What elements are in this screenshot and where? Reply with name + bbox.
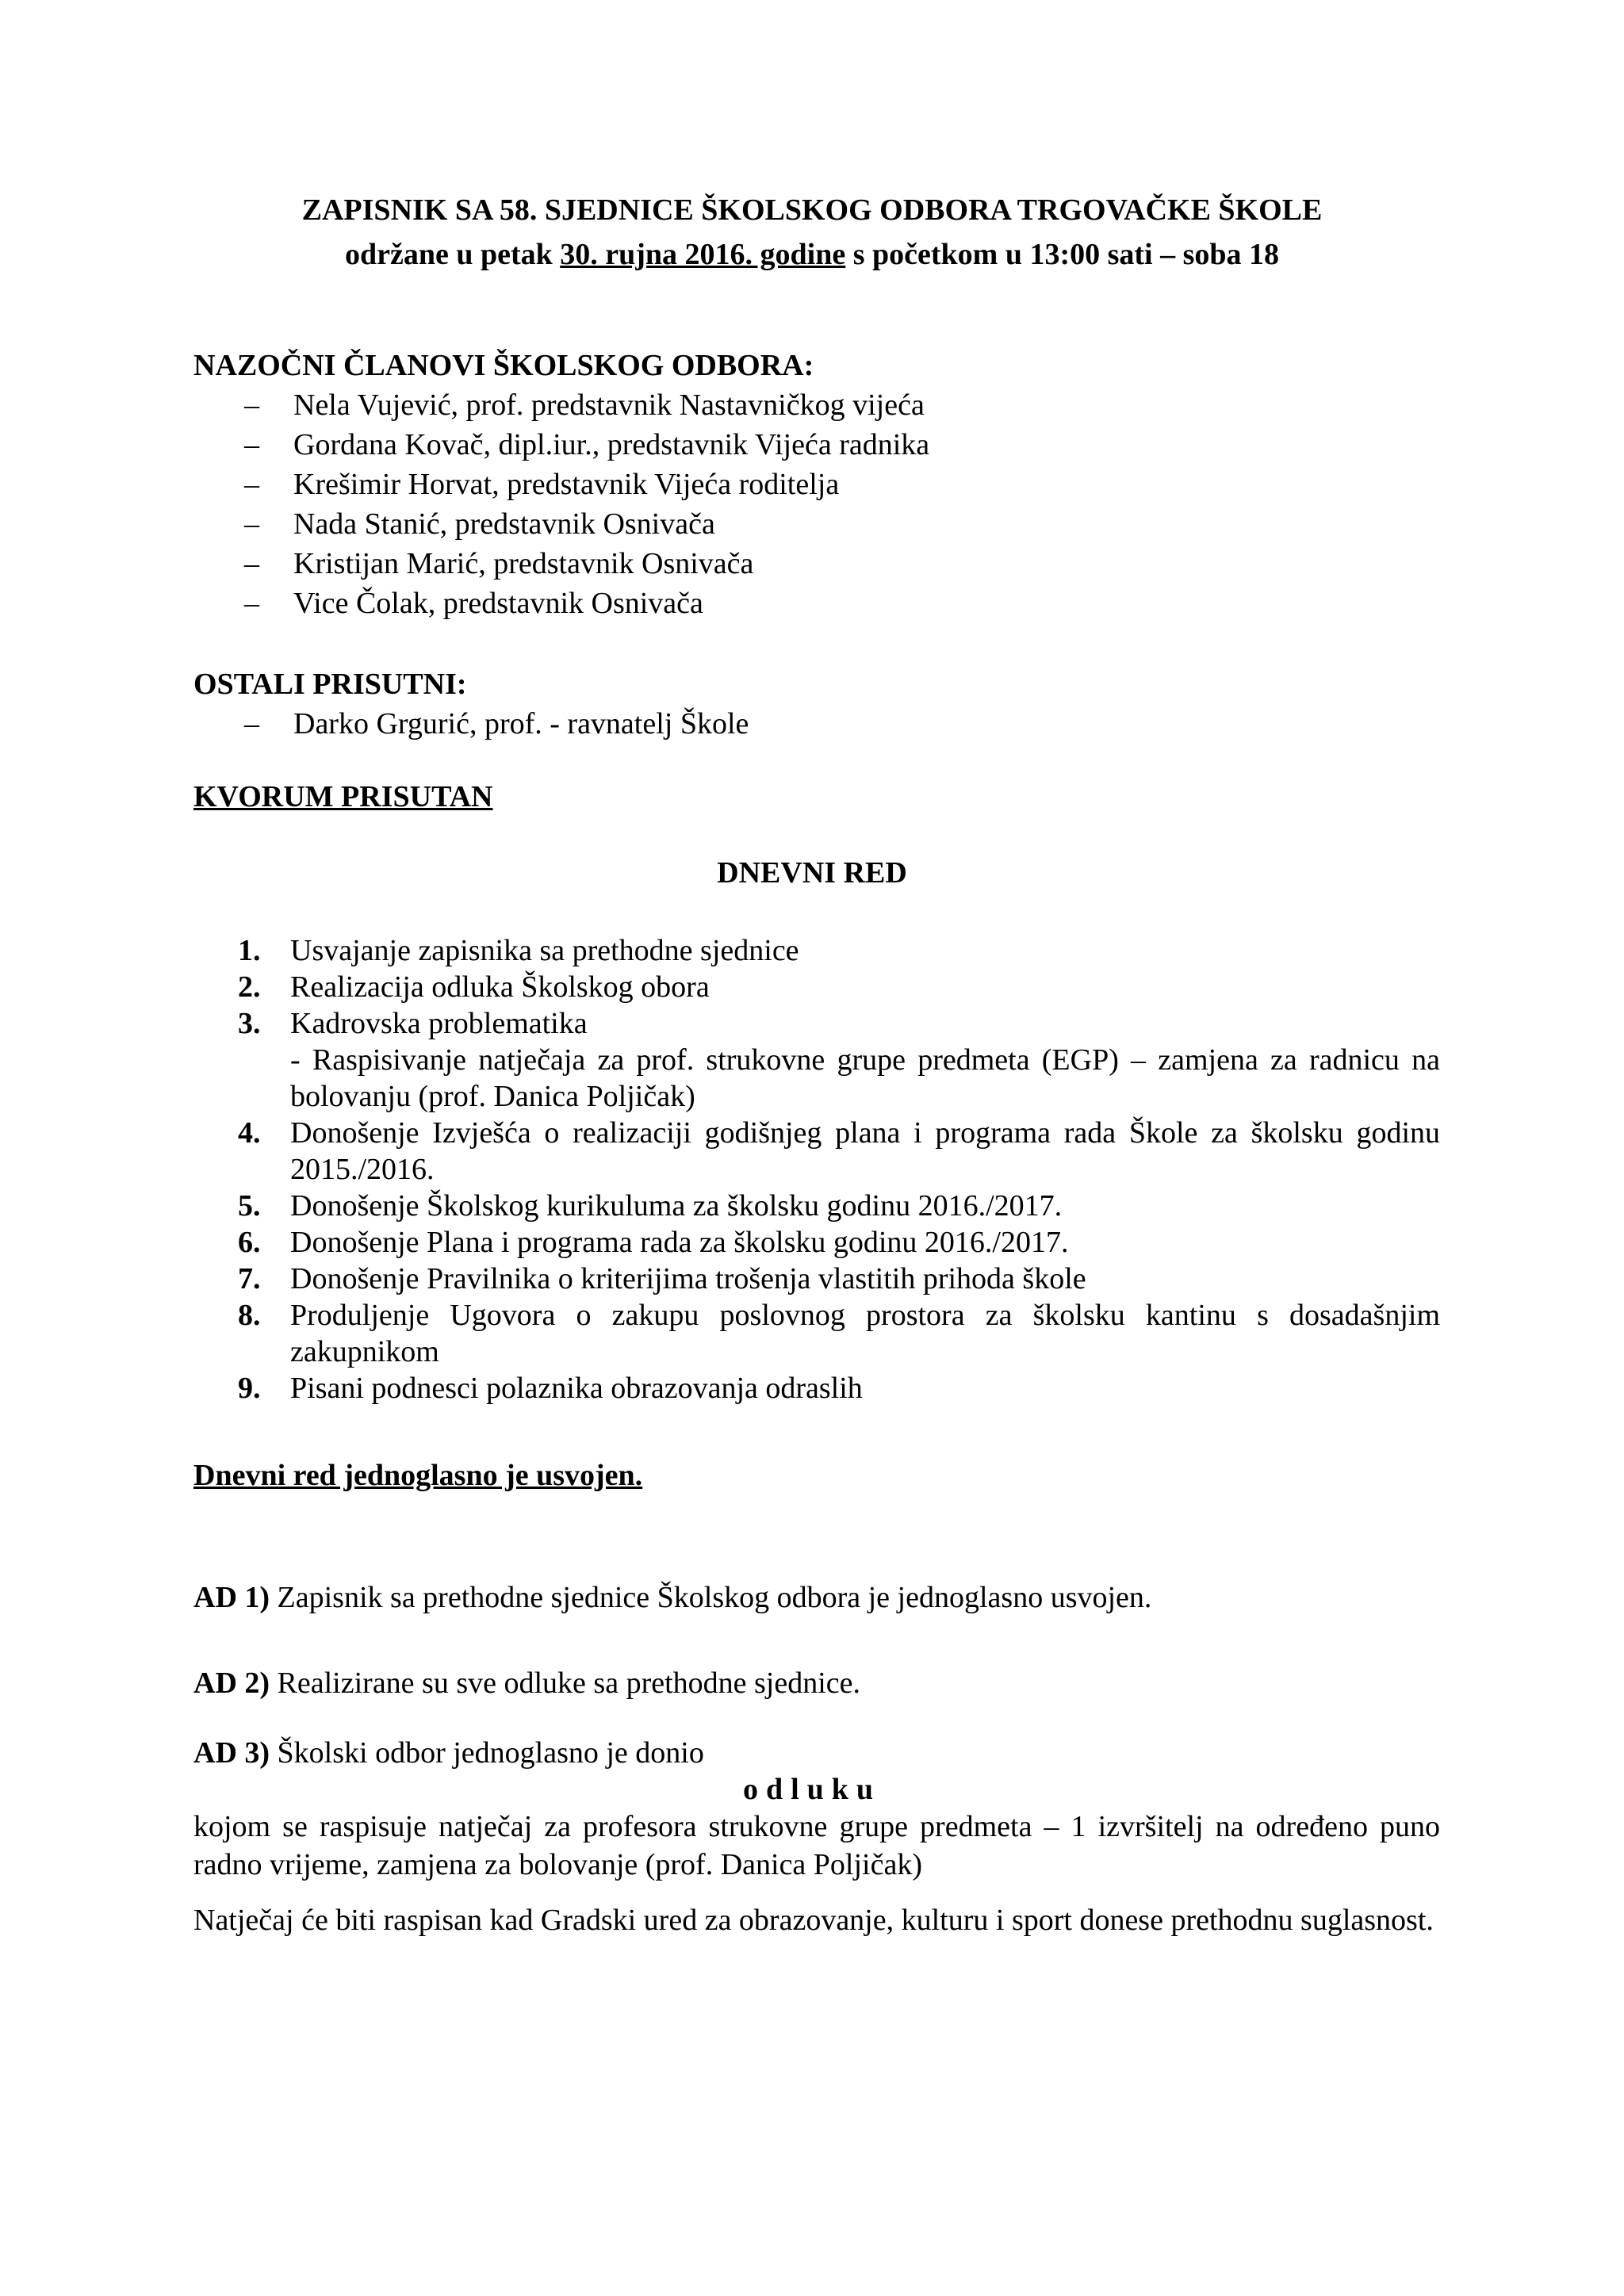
agenda-text: Pisani podnesci polaznika obrazovanja odraslih [290,1372,863,1405]
member-item [193,544,929,584]
agenda-number: 4. [238,1116,261,1150]
others-list [193,704,749,744]
decision-heading: odluku [742,1773,882,1806]
member-text: Vice Čolak, predstavnik Osnivača [293,587,703,620]
agenda-text: Donošenje Školskog kurikuluma za školsku godinu 2016./2017. [290,1189,1063,1223]
agenda-item [193,1115,1440,1188]
agenda-subitem: - Raspisivanje natječaja za prof. strukovne grupe predmeta (EGP) – zamjena za radnicu na bolovanju (prof. Danica Poljičak) [290,1043,1440,1113]
member-text: Gordana Kovač, dipl.iur., predstavnik Vijeća radnika [293,428,930,461]
decision-body: kojom se raspisuje natječaj za profesora strukovne grupe predmeta – 1 izvršitelj na određeno puno radno vrijeme, zamjena za bolovanje (prof. Danica Poljičak) [193,1810,1440,1881]
agenda-list [193,932,1440,1406]
agenda-item [193,932,1440,969]
others-heading: OSTALI PRISUTNI: [193,668,467,701]
agenda-item [193,969,1440,1005]
member-item [193,584,929,623]
agenda-item [193,1370,1440,1406]
ad2-paragraph [193,1663,1440,1703]
agenda-item [193,1224,1440,1261]
dash-marker: – [244,507,259,541]
title-line-2-pre: održane u petak [344,238,561,271]
member-text: Kristijan Marić, predstavnik Osnivača [293,547,754,580]
title-line-2-post: s početkom u 13:00 sati – soba 18 [845,238,1280,271]
dash-marker: – [244,428,259,461]
quorum-notice: KVORUM PRISUTAN [193,780,493,813]
member-text: Nela Vujević, prof. predstavnik Nastavničkog vijeća [293,388,925,422]
member-item [193,425,929,465]
agenda-number: 8. [238,1299,261,1332]
member-item [193,385,929,425]
ad3-paragraph [193,1733,1440,1773]
agenda-item [193,1188,1440,1224]
member-item [193,465,929,504]
member-text: Krešimir Horvat, predstavnik Vijeća roditelja [293,468,840,501]
dash-marker: – [244,707,259,740]
agenda-text: Donošenje Pravilnika o kriterijima trošenja vlastitih prihoda škole [290,1262,1086,1295]
meeting-date: 30. rujna 2016. godine [560,238,846,271]
ad1-text: Zapisnik sa prethodne sjednice Školskog odbora je jednoglasno usvojen. [270,1581,1152,1614]
decision-note: Natječaj će biti raspisan kad Gradski ured za obrazovanje, kulturu i sport donese prethodnu suglasnost. [193,1904,1434,1937]
agenda-item [193,1005,1440,1115]
title-line-1: ZAPISNIK SA 58. SJEDNICE ŠKOLSKOG ODBORA TRGOVAČKE ŠKOLE [301,193,1323,227]
document-title [0,190,1624,279]
members-list [193,385,929,623]
agenda-text: Usvajanje zapisnika sa prethodne sjednice [290,934,799,967]
other-text: Darko Grgurić, prof. - ravnatelj Škole [293,707,749,740]
ad3-label: AD 3) [193,1736,270,1770]
other-item [193,704,749,744]
ad1-paragraph [193,1578,1440,1617]
agenda-heading: DNEVNI RED [717,856,907,890]
agenda-item [193,1297,1440,1370]
agenda-number: 2. [238,970,261,1004]
dash-marker: – [244,388,259,422]
ad2-text: Realizirane su sve odluke sa prethodne sjednice. [270,1667,861,1700]
ad2-label: AD 2) [193,1667,270,1700]
agenda-number: 9. [238,1372,261,1405]
agenda-text: Donošenje Izvješća o realizaciji godišnjeg plana i programa rada Škole za školsku godinu 2015./2016. [290,1116,1440,1186]
agenda-number: 1. [238,934,261,967]
member-text: Nada Stanić, predstavnik Osnivača [293,507,715,541]
dash-marker: – [244,587,259,620]
agenda-text: Realizacija odluka Školskog obora [290,970,710,1004]
dash-marker: – [244,547,259,580]
members-heading: NAZOČNI ČLANOVI ŠKOLSKOG ODBORA: [193,349,814,382]
agenda-number: 6. [238,1226,261,1259]
agenda-text: Kadrovska problematika [290,1007,588,1040]
member-item [193,504,929,544]
title-line-2 [0,235,1624,279]
agenda-item [193,1261,1440,1297]
agenda-number: 7. [238,1262,261,1295]
agenda-adopted-note: Dnevni red jednoglasno je usvojen. [193,1459,643,1492]
ad3-text: Školski odbor jednoglasno je donio [270,1736,704,1770]
dash-marker: – [244,468,259,501]
ad1-label: AD 1) [193,1581,270,1614]
agenda-text: Produljenje Ugovora o zakupu poslovnog prostora za školsku kantinu s dosadašnjim zakupnikom [290,1299,1440,1368]
agenda-number: 5. [238,1189,261,1223]
agenda-number: 3. [238,1007,261,1040]
agenda-text: Donošenje Plana i programa rada za školsku godinu 2016./2017. [290,1226,1069,1259]
